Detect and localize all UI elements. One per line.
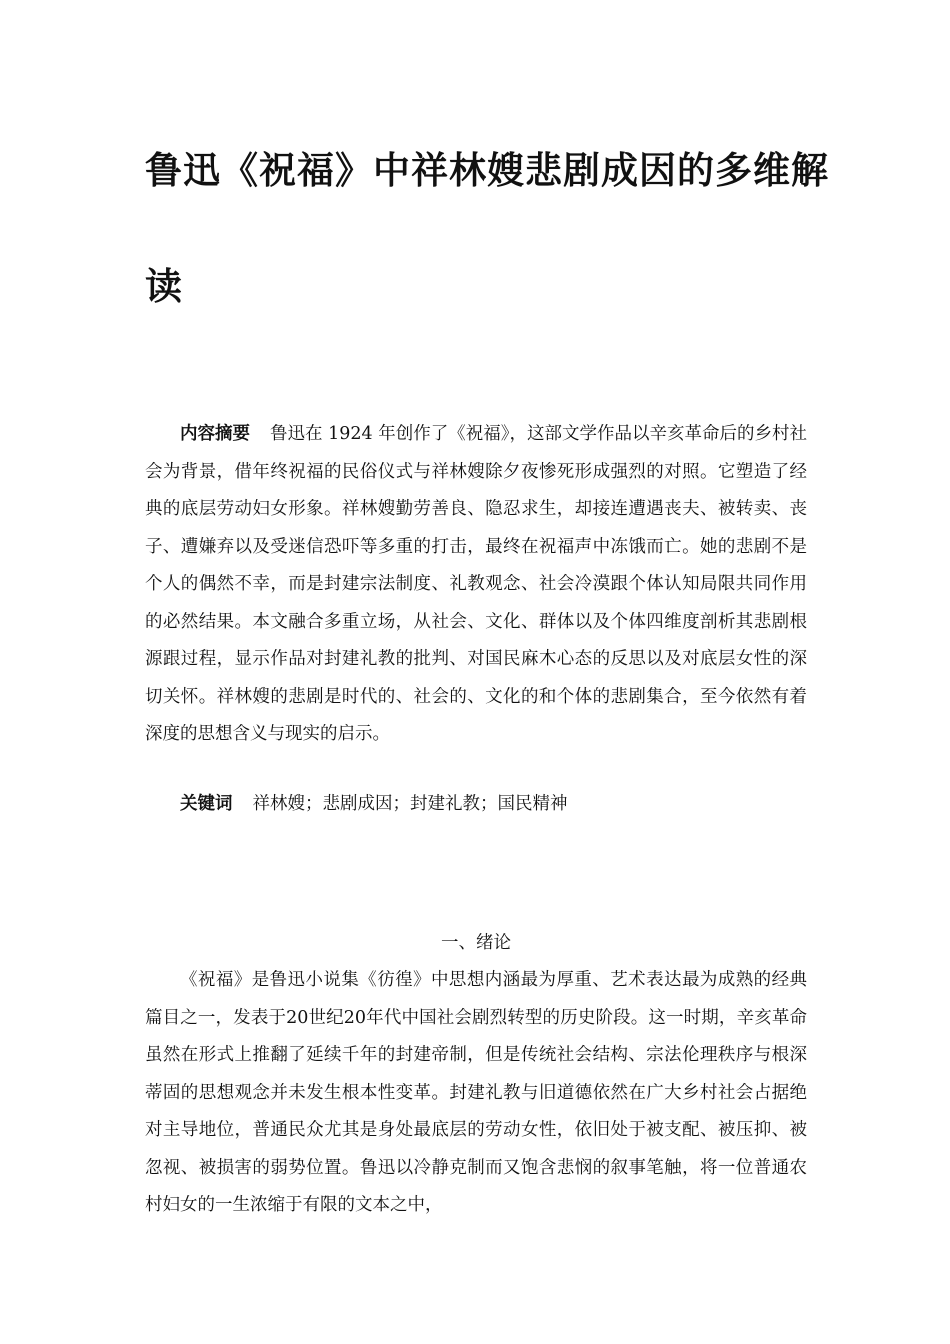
introduction-paragraph: 《祝福》是鲁迅小说集《彷徨》中思想内涵最为厚重、艺术表达最为成熟的经典篇目之一，发表于20世纪20年代中国社会剧烈转型的历史阶段。这一时期，辛亥革命虽然在形式上推翻了延续千年的封建帝制，但是传统社会结构、宗法伦理秩序与根深蒂固的思想观念并未发生根本性变革。封建礼教与旧道德依然在广大乡村社会占据绝对主导地位，普通民众尤其是身处最底层的劳动女性，依旧处于被支配、被压抑、被忽视、被损害的弱势位置。鲁迅以冷静克制而又饱含悲悯的叙事笔触，将一位普通农村妇女的一生浓缩于有限的文本之中，	[145, 970, 807, 1215]
abstract-paragraph	[145, 416, 807, 754]
abstract-label: 内容摘要	[180, 424, 251, 444]
keywords-label: 关键词	[180, 794, 233, 814]
section-heading-introduction: 一、绪论	[441, 933, 511, 953]
keywords-line	[145, 786, 807, 824]
paper-title-line-2: 读	[145, 265, 183, 308]
keywords-text: 祥林嫂；悲剧成因；封建礼教；国民精神	[252, 794, 568, 814]
abstract-text: 鲁迅在 1924 年创作了《祝福》，这部文学作品以辛亥革命后的乡村社会为背景，借年终祝福的民俗仪式与祥林嫂除夕夜惨死形成强烈的对照。它塑造了经典的底层劳动妇女形象。祥林嫂勤劳善良、隐忍求生，却接连遭遇丧夫、被转卖、丧子、遭嫌弃以及受迷信恐吓等多重的打击，最终在祝福声中冻饿而亡。她的悲剧不是个人的偶然不幸，而是封建宗法制度、礼教观念、社会冷漠跟个体认知局限共同作用的必然结果。本文融合多重立场，从社会、文化、群体以及个体四维度剖析其悲剧根源跟过程，显示作品对封建礼教的批判、对国民麻木心态的反思以及对底层女性的深切关怀。祥林嫂的悲剧是时代的、社会的、文化的和个体的悲剧集合，至今依然有着深度的思想含义与现实的启示。	[145, 424, 807, 744]
paper-title-line-1: 鲁迅《祝福》中祥林嫂悲剧成因的多维解	[145, 149, 829, 192]
